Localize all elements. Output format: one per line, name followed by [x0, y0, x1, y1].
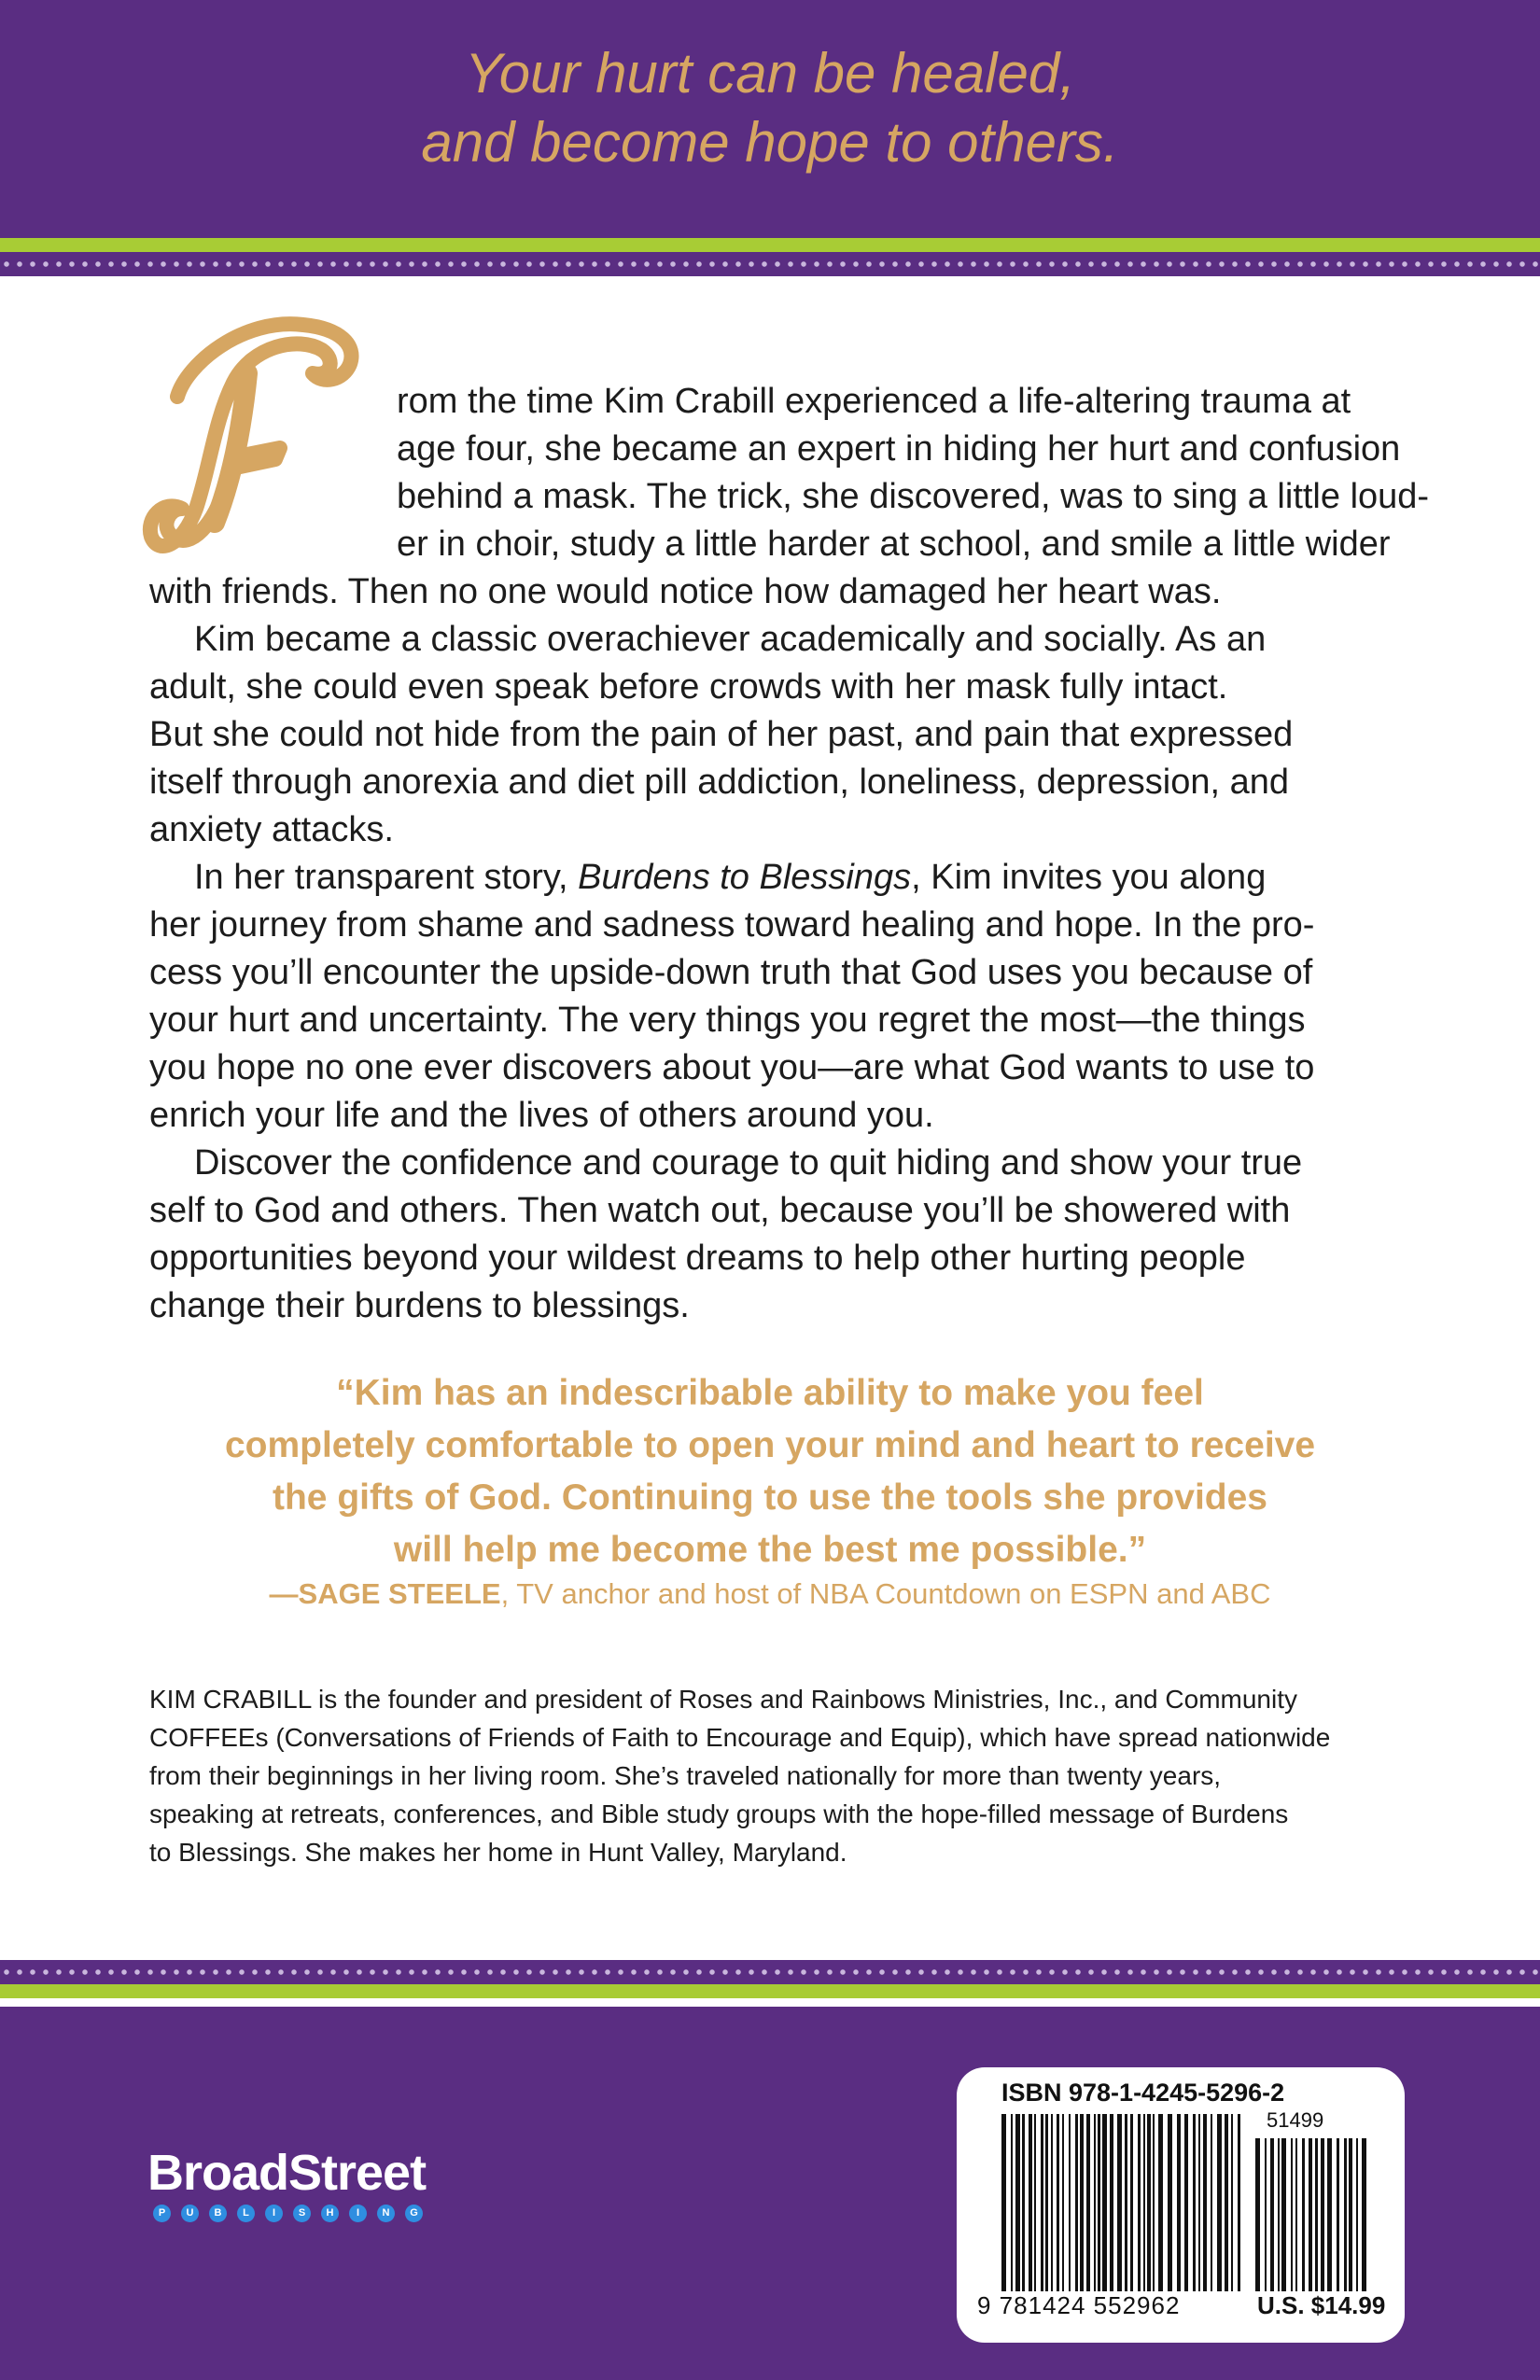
barcode-bar: [1321, 2138, 1324, 2291]
header-green-rule: [0, 238, 1540, 252]
body-line: your hurt and uncertainty. The very things you regret the most—the things: [149, 1001, 1306, 1040]
endorser-name: —SAGE STEELE: [269, 1577, 501, 1610]
barcode-bar: [1270, 2138, 1274, 2291]
barcode-bar: [1098, 2114, 1100, 2291]
publisher-letter: B: [209, 2205, 227, 2222]
price: U.S. $14.99: [1257, 2291, 1386, 2319]
barcode-addon: [1255, 2138, 1367, 2291]
barcode-bar: [1315, 2138, 1318, 2291]
addon-number: 51499: [1267, 2108, 1324, 2132]
body-line: [149, 854, 1391, 902]
barcode-bar: [1143, 2114, 1145, 2291]
barcode-bar: [1231, 2114, 1233, 2291]
body-line: her journey from shame and sadness toward healing and hope. In the pro-: [149, 905, 1315, 945]
barcode-bar: [1327, 2138, 1332, 2291]
body-line: you hope no one ever discovers about you—are what God wants to use to: [149, 1048, 1315, 1087]
barcode-bar: [1011, 2114, 1013, 2291]
body-text-span: In her transparent story,: [194, 858, 579, 897]
barcode-bar: [1356, 2138, 1358, 2291]
isbn-label: ISBN 978-1-4245-5296-2: [1001, 2079, 1285, 2107]
bio-line: speaking at retreats, conferences, and Bible study groups with the hope-filled message of Burdens: [149, 1799, 1289, 1828]
body-line: Kim became a classic overachiever academically and socially. As an: [194, 620, 1267, 659]
barcode-bar: [1094, 2114, 1096, 2291]
barcode-bar: [1110, 2114, 1113, 2291]
publisher-letter: I: [265, 2205, 283, 2222]
endorsement-quote: [0, 1367, 1540, 1576]
publisher-letter: U: [181, 2205, 199, 2222]
barcode-bar: [1057, 2114, 1059, 2291]
barcode-bar: [1117, 2114, 1122, 2291]
publisher-letter: G: [405, 2205, 423, 2222]
drop-cap-letter: F: [140, 308, 141, 309]
footer-green-rule: [0, 1984, 1540, 1998]
barcode-bar: [1203, 2114, 1207, 2291]
ean-number: 9 781424 552962: [977, 2291, 1181, 2319]
barcode-bar: [1062, 2114, 1064, 2291]
publisher-letter: H: [321, 2205, 339, 2222]
description-body: [149, 378, 1430, 1330]
barcode-bar: [1130, 2114, 1133, 2291]
barcode-bar: [1217, 2114, 1222, 2291]
barcode-bar: [1051, 2114, 1053, 2291]
publisher-letter: L: [237, 2205, 255, 2222]
barcode-bar: [1158, 2114, 1163, 2291]
barcode-bar: [1045, 2114, 1048, 2291]
barcode-bar: [1309, 2138, 1312, 2291]
tagline: [0, 39, 1540, 177]
body-line: change their burdens to blessings.: [149, 1286, 690, 1325]
barcode-panel: [957, 2067, 1405, 2343]
barcode-bar: [1125, 2114, 1127, 2291]
tagline-line-2: and become hope to others.: [421, 111, 1119, 174]
bio-line: from their beginnings in her living room. She’s traveled nationally for more than twenty years,: [149, 1761, 1222, 1790]
barcode-bar: [1015, 2114, 1020, 2291]
barcode-bar: [1278, 2138, 1280, 2291]
barcode-bar: [1034, 2114, 1036, 2291]
barcode-ean: [1001, 2114, 1244, 2291]
barcode-bar: [1302, 2138, 1305, 2291]
tagline-line-1: Your hurt can be healed,: [465, 42, 1075, 105]
barcode-bar: [1001, 2114, 1006, 2291]
barcode-bar: [1291, 2138, 1293, 2291]
quote-line: the gifts of God. Continuing to use the tools she provides: [273, 1477, 1267, 1518]
endorser-title: , TV anchor and host of NBA Countdown on ESPN and ABC: [500, 1577, 1271, 1610]
barcode-bar: [1211, 2114, 1212, 2291]
barcode-bar: [1349, 2138, 1352, 2291]
barcode-bar: [1193, 2114, 1196, 2291]
body-line: opportunities beyond your wildest dreams to help other hurting people: [149, 1239, 1246, 1278]
quote-line: completely comfortable to open your mind and heart to receive: [224, 1425, 1316, 1465]
endorsement-attribution: [0, 1575, 1540, 1613]
barcode-bar: [1080, 2114, 1084, 2291]
barcode-bar: [1281, 2138, 1286, 2291]
barcode-bar: [1238, 2114, 1240, 2291]
quote-line: will help me become the best me possible.”: [393, 1530, 1147, 1570]
book-title: Burdens to Blessings: [578, 858, 912, 897]
body-line: cess you’ll encounter the upside-down truth that God uses you because of: [149, 953, 1313, 992]
barcode-bar: [1184, 2114, 1188, 2291]
body-line: itself through anorexia and diet pill addiction, loneliness, depression, and: [149, 763, 1290, 802]
barcode-bar: [1147, 2114, 1151, 2291]
barcode-bar: [1225, 2114, 1228, 2291]
body-line: er in choir, study a little harder at school, and smile a little wider: [397, 525, 1391, 564]
barcode-bar: [1075, 2114, 1078, 2291]
bio-line: to Blessings. She makes her home in Hunt Valley, Maryland.: [149, 1838, 847, 1867]
publisher-subtitle: [147, 2205, 502, 2222]
publisher-letter: S: [293, 2205, 311, 2222]
body-line: But she could not hide from the pain of her past, and pain that expressed: [149, 715, 1294, 754]
bio-line: COFFEEs (Conversations of Friends of Faith to Encourage and Equip), which have spread nationwide: [149, 1723, 1331, 1752]
barcode-bar: [1255, 2138, 1260, 2291]
body-line: age four, she became an expert in hiding her hurt and confusion: [397, 429, 1401, 469]
barcode-bar: [1344, 2138, 1347, 2291]
publisher-letter: I: [349, 2205, 367, 2222]
body-line: rom the time Kim Crabill experienced a life-altering trauma at: [397, 382, 1351, 421]
barcode-bar: [1265, 2138, 1267, 2291]
header-stitch-border: [0, 252, 1540, 276]
barcode-bar: [1022, 2114, 1025, 2291]
body-line: enrich your life and the lives of others around you.: [149, 1096, 934, 1135]
author-bio: [149, 1680, 1400, 1871]
publisher-letter: P: [153, 2205, 171, 2222]
publisher-name: BroadStreet: [147, 2145, 427, 2201]
barcode-bar: [1337, 2138, 1339, 2291]
barcode-bar: [1168, 2114, 1172, 2291]
barcode-bar: [1138, 2114, 1141, 2291]
barcode-bar: [1086, 2114, 1090, 2291]
barcode-bar: [1198, 2114, 1200, 2291]
bio-line: KIM CRABILL is the founder and president of Roses and Rainbows Ministries, Inc., and Community: [149, 1685, 1297, 1714]
barcode-bar: [1153, 2114, 1155, 2291]
body-line: self to God and others. Then watch out, because you’ll be showered with: [149, 1191, 1291, 1230]
body-line: with friends. Then no one would notice how damaged her heart was.: [149, 572, 1222, 611]
barcode-bar: [1102, 2114, 1107, 2291]
body-line: behind a mask. The trick, she discovered, was to sing a little loud-: [397, 477, 1430, 516]
barcode-bar: [1041, 2114, 1043, 2291]
barcode-bar: [1029, 2114, 1032, 2291]
footer-stitch-border: [0, 1960, 1540, 1984]
barcode-bar: [1177, 2114, 1181, 2291]
publisher-logo: [147, 2145, 502, 2229]
quote-line: “Kim has an indescribable ability to make you feel: [336, 1373, 1204, 1413]
body-line: adult, she could even speak before crowds with her mask fully intact.: [149, 667, 1228, 707]
barcode-bar: [1069, 2114, 1071, 2291]
barcode-bar: [1362, 2138, 1366, 2291]
body-text-span: , Kim invites you along: [911, 858, 1267, 897]
publisher-letter: N: [377, 2205, 395, 2222]
body-line: Discover the confidence and courage to quit hiding and show your true: [194, 1143, 1303, 1183]
body-line: anxiety attacks.: [149, 810, 394, 849]
barcode-bar: [1295, 2138, 1297, 2291]
